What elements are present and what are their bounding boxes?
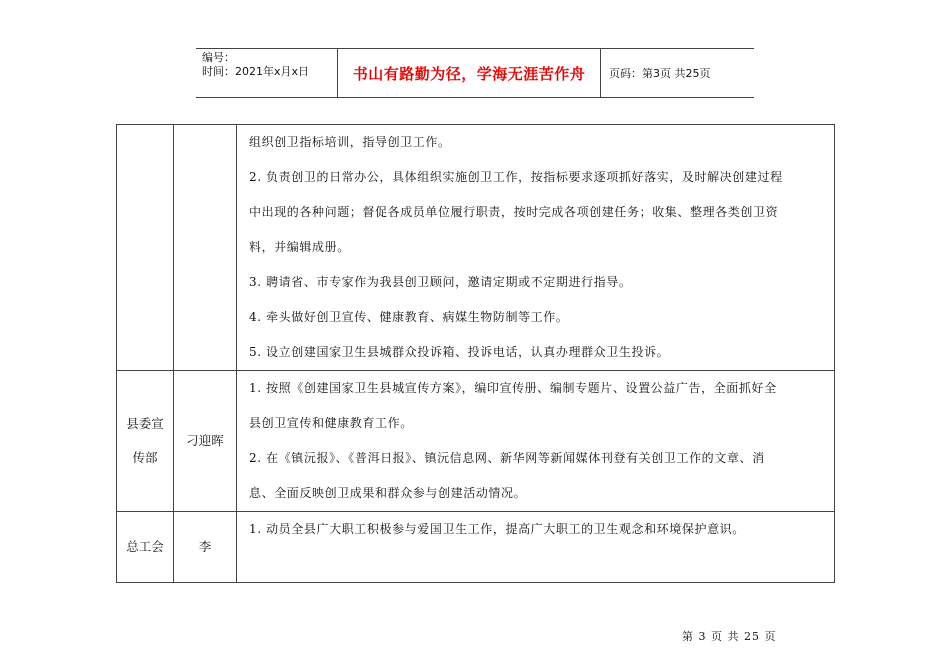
dept-line: 传部 (132, 450, 158, 465)
dept-cell (117, 125, 174, 371)
duties-cell (237, 371, 835, 512)
page-header (196, 48, 754, 98)
header-meta (196, 49, 338, 97)
time-label: 时间：2021年x月x日 (202, 65, 310, 78)
duty-line: 1. 按照《创建国家卫生县城宣传方案》，编印宣传册、编制专题片、设置公益广告，全面抓好全 (249, 381, 777, 395)
duty-line: 中出现的各种问题；督促各成员单位履行职责，按时完成各项创建任务；收集、整理各类创卫资 (249, 205, 779, 219)
duty-line (249, 547, 828, 582)
duty-line: 4. 牵头做好创卫宣传、健康教育、病媒生物防制等工作。 (249, 310, 569, 324)
duty-line: 息、全面反映创卫成果和群众参与创建活动情况。 (249, 486, 527, 500)
duty-line: 1. 动员全县广大职工积极参与爱国卫生工作，提高广大职工的卫生观念和环境保护意识。 (249, 522, 745, 536)
duty-line: 5. 设立创建国家卫生县城群众投诉箱、投诉电话，认真办理群众卫生投诉。 (249, 345, 670, 359)
duty-line: 县创卫宣传和健康教育工作。 (249, 416, 413, 430)
duty-line: 组织创卫指标培训，指导创卫工作。 (249, 135, 451, 149)
dept-line: 县委宣 (126, 416, 164, 431)
person-cell: 刁迎晖 (174, 371, 237, 512)
duty-line: 2. 负责创卫的日常办公，具体组织实施创卫工作，按指标要求逐项抓好落实，及时解决创建过程 (249, 170, 783, 184)
duties-cell (237, 125, 835, 371)
duty-line: 2. 在《镇沅报》、《普洱日报》、镇沅信息网、新华网等新闻媒体刊登有关创卫工作的文章、消 (249, 451, 765, 465)
table-row (117, 371, 835, 512)
header-motto: 书山有路勤为径，学海无涯苦作舟 (338, 49, 601, 97)
page-footer: 第 3 页 共 25 页 (682, 630, 777, 643)
person-cell: 李 (174, 512, 237, 583)
dept-line: 总工会 (126, 539, 164, 554)
dept-cell (117, 371, 174, 512)
duty-line: 料，并编辑成册。 (249, 240, 350, 254)
duty-line: 3. 聘请省、市专家作为我县创卫顾问，邀请定期或不定期进行指导。 (249, 275, 632, 289)
person-cell (174, 125, 237, 371)
table-row (117, 125, 835, 371)
duties-table (116, 124, 835, 583)
table-row (117, 512, 835, 583)
header-page-code: 页码：第3页 共25页 (609, 67, 711, 80)
dept-cell (117, 512, 174, 583)
number-label: 编号： (202, 51, 235, 64)
duties-cell (237, 512, 835, 583)
